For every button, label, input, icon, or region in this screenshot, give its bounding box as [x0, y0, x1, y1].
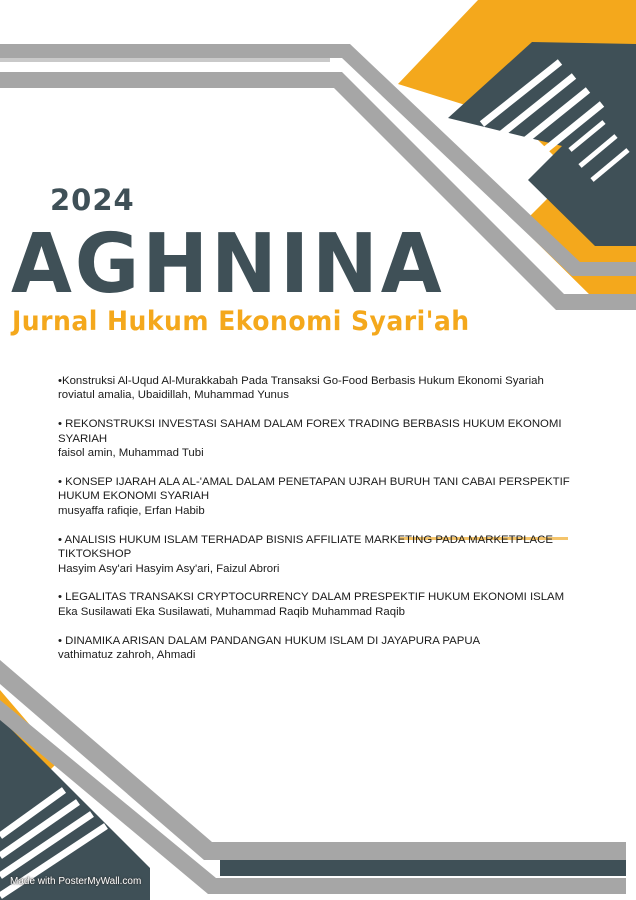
article-item: [58, 533, 588, 576]
watermark-footer: Made with PosterMyWall.com: [10, 876, 142, 887]
article-item: [58, 417, 588, 460]
bottom-dark-band: [220, 860, 626, 876]
article-authors: musyaffa rafiqie, Erfan Habib: [58, 504, 205, 517]
journal-title: AGHNINA: [11, 217, 445, 312]
article-authors: Hasyim Asy'ari Hasyim Asy'ari, Faizul Abrori: [58, 562, 280, 575]
article-title: • DINAMIKA ARISAN DALAM PANDANGAN HUKUM ISLAM DI JAYAPURA PAPUA: [58, 634, 481, 647]
article-title: • ANALISIS HUKUM ISLAM TERHADAP BISNIS AFFILIATE MARKETING PADA MARKETPLACE TIKTOKSHOP: [58, 533, 553, 561]
article-item: [58, 374, 588, 403]
top-gray-band-cap: [0, 58, 330, 62]
article-item: [58, 634, 588, 663]
article-title: •Konstruksi Al-Uqud Al-Murakkabah Pada Transaksi Go-Food Berbasis Hukum Ekonomi Syariah: [58, 375, 544, 387]
article-authors: Eka Susilawati Eka Susilawati, Muhammad Raqib Muhammad Raqib: [58, 605, 405, 618]
article-authors: faisol amin, Muhammad Tubi: [58, 447, 204, 460]
article-authors: roviatul amalia, Ubaidillah, Muhammad Yunus: [58, 389, 289, 402]
article-item: [58, 475, 588, 518]
article-item: [58, 590, 588, 619]
article-title: • KONSEP IJARAH ALA AL-'AMAL DALAM PENETAPAN UJRAH BURUH TANI CABAI PERSPEKTIF HUKUM EKONOMI SYARIAH: [58, 476, 570, 503]
journal-year: 2024: [50, 183, 135, 217]
article-title: • REKONSTRUKSI INVESTASI SAHAM DALAM FOREX TRADING BERBASIS HUKUM EKONOMI SYARIAH: [58, 418, 562, 445]
journal-subtitle: Jurnal Hukum Ekonomi Syari'ah: [12, 306, 470, 337]
article-list: [58, 374, 588, 677]
article-authors: vathimatuz zahroh, Ahmadi: [58, 649, 196, 662]
article-title: • LEGALITAS TRANSAKSI CRYPTOCURRENCY DALAM PRESPEKTIF HUKUM EKONOMI ISLAM: [58, 591, 565, 604]
